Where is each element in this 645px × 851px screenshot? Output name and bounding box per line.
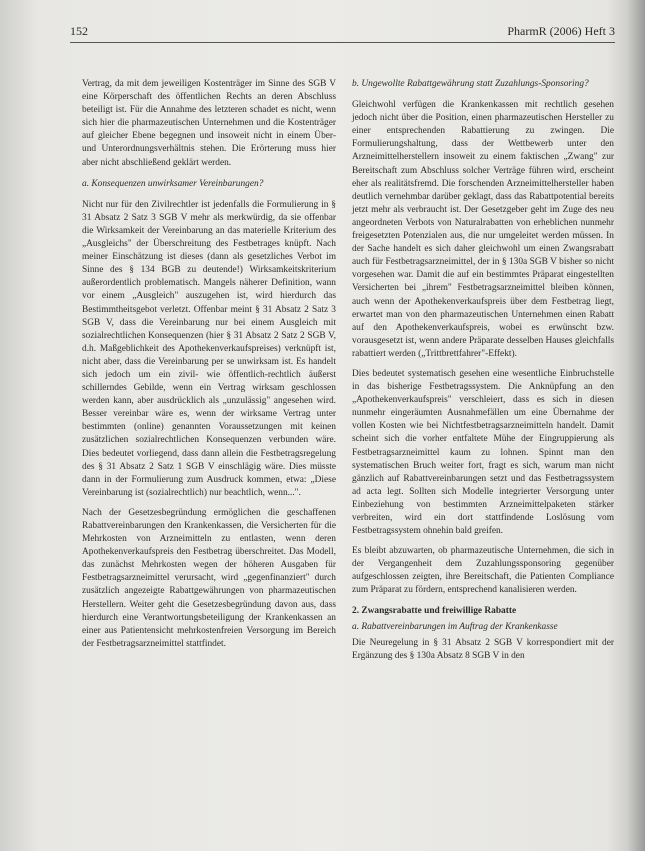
section-subheading: a. Konsequenzen unwirksamer Vereinbarungen? bbox=[82, 178, 264, 189]
paragraph: Gleichwohl verfügen die Krankenkassen mit rechtlich gesehen jedoch nicht über die Position, einen pharmazeutischen Hersteller zu einer entsprechenden Rabattierung zu zwingen. Die Formulierungshaltung, dass der Wettbewerb unter den Arzneimittelherstellern insoweit zu einem faktischen „Zwang" zur Bereitschaft zum Abschluss solcher Verträge führen wird, erscheint eher als realitätsfremd. Die forschenden Arzneimittelhersteller haben deutlich vernehmbar darüber geklagt, dass das Rabattpotential bereits jetzt mehr als verbraucht ist. Der Gesetzgeber geht im Zuge des neu angeordneten Verbots von Naturalrabatten von erheblichen nunmehr freigesetzten Potenzialen aus, die nur umgeleitet werden müssen. In der Sache handelt es sich daher gleichwohl um einen Zwangsrabatt auch für Festbetragsarzneimittel, der in § 130a SGB V bisher so nicht vorgesehen war. Damit die auf ein bestimmtes Präparat eingestellten Versicherten bei „ihrem" Festbetragsarzneimittel bleiben können, auch wenn der Apothekenverkaufspreis über dem Festbetrag liegt, erwartet man von den pharmazeutischen Unternehmen einen Rabatt auf den Apothekenverkaufspreis, wobei es erwünscht bzw. vorausgesetzt ist, wenn andere Präparate desselben Hauses gleichfalls rabattiert werden („Trittbrettfahrer"-Effekt). bbox=[352, 100, 614, 359]
right-text-column bbox=[352, 78, 614, 670]
paragraph: Nicht nur für den Zivilrechtler ist jedenfalls die Formulierung in § 31 Absatz 2 Satz 3 SGB V mehr als merkwürdig, da sie offenbar die Wirksamkeit der Vereinbarung an das materielle Kriterium des „Ausgleichs" der Überschreitung des Festbetrages knüpft. Nach meiner Einschätzung ist dieses (dann als gesetzliches Verbot im Sinne des § 134 BGB zu deutende!) Wirksamkeitskriterium außerordentlich problematisch. Mangels näherer Definition, wann vor einem „Ausgleich" auszugehen ist, wird hierdurch das Bestimmtheitsgebot verletzt. Offenbar meint § 31 Absatz 2 Satz 3 SGB V, dass die Vereinbarung nur bei einem Ausgleich mit sozialrechtlichen Konsequenzen (hier § 31 Absatz 2 Satz 2 SGB V, d.h. Maßgeblichkeit des Apothekenverkaufspreises) verknüpft ist, nicht aber, dass die Vereinbarung per se unwirksam ist. Es handelt sich jedoch um ein zivil- wie öffentlich-rechtlich äußerst schillerndes Gebilde, wenn ein Vertrag wirksam geschlossen werden kann, aber ausdrücklich als „unzulässig" angesehen wird. Besser vereinbar wäre es, wenn der wirksame Vertrag unter bestimmten (online) genannten Voraussetzungen mit keinen zusätzlichen sozialrechtlichen Konsequenzen verbunden wäre. Dies bedeutet vorliegend, dass dann allein die Festbetragsregelung des § 31 Absatz 2 Satz 1 SGB V einschlägig wäre. Dies müsste dann in der Formulierung zum Ausdruck kommen, etwa: „Diese Vereinbarung ist (sozialrechtlich) nur beachtlich, wenn...". bbox=[82, 199, 336, 498]
paragraph: Die Neuregelung in § 31 Absatz 2 SGB V korrespondiert mit der Ergänzung des § 130a Absatz 8 SGB V in den bbox=[352, 637, 614, 661]
page-number: 152 bbox=[70, 24, 88, 38]
section-heading: 2. Zwangsrabatte und freiwillige Rabatte bbox=[352, 605, 517, 616]
paragraph: Vertrag, da mit dem jeweiligen Kostenträger im Sinne des SGB V eine Körperschaft des öffentlichen Rechts an deren Abschluss beteiligt ist. Für die Annahme des letzteren schadet es nicht, wenn sich hier die pharmazeutischen Unternehmen und die Kostenträger auf gleicher Ebene begegnen und insoweit nicht in einem Über- und Unterordnungsverhältnis stehen. Die Erörterung muss hier aber nicht abschließend geklärt werden. bbox=[82, 79, 336, 168]
paragraph: Dies bedeutet systematisch gesehen eine wesentliche Einbruchstelle in das bisherige Festbetragssystem. Die Anknüpfung an den „Apothekenverkaufspreis" verschleiert, dass es sich in diesen nunmehr eingeräumten Ausnahmefällen um eine Übernahme der vollen Kosten wie bei Nichtfestbetragsarzneimitteln handelt. Damit scheint sich die vorher entfaltete Mühe der Eingruppierung als Festbetragsarzneimittel kaum zu lohnen. Spinnt man den systematischen Bruch weiter fort, fragt es sich, warum man nicht gänzlich auf Rabattvereinbarungen setzt und das Festbetragssystem ad acta legt. Sollten sich Modelle integrierter Versorgung unter Einbeziehung von bestimmten Arzneimittelpaketen stärker verbreiten, wird ein dort stattfindende Loslösung vom Festbetragssystem ohnehin bald greifen. bbox=[352, 368, 614, 537]
section-subheading: b. Ungewollte Rabattgewährung statt Zuzahlungs-Sponsoring? bbox=[352, 79, 589, 89]
paragraph: Es bleibt abzuwarten, ob pharmazeutische Unternehmen, die sich in der Vergangenheit dem Zuzahlungssponsoring gegenüber aufgeschlossen zeigten, ihre Bereitschaft, die Patienten Compliance zum Präparat zu fördern, entsprechend kanalisieren werden. bbox=[352, 546, 614, 596]
paragraph: Nach der Gesetzesbegründung ermöglichen die geschaffenen Rabattvereinbarungen den Krankenkassen, die Versicherten für die Mehrkosten von Arzneimitteln zu entlasten, wenn deren Apothekenverkaufspreis den Festbetrag überschreitet. Das Modell, das zunächst Mehrkosten wegen der höheren Ausgaben für Festbetragsarzneimittel verursacht, wird „gegenfinanziert" durch zusätzlich angezeigte Rabattgewährungen von pharmazeutischen Herstellern. Weiter geht die Gesetzesbegründung davon aus, dass hierdurch eine Verantwortungsbeteiligung der Krankenkassen an einer aus Patientensicht mehrkostenfreien Versorgung im Bereich der Festbetragsarzneimittel stattfindet. bbox=[82, 507, 336, 649]
left-text-column bbox=[82, 78, 336, 658]
page-header bbox=[70, 24, 615, 43]
journal-reference: PharmR (2006) Heft 3 bbox=[507, 24, 615, 38]
section-subheading: a. Rabattvereinbarungen im Auftrag der Krankenkasse bbox=[352, 621, 558, 632]
